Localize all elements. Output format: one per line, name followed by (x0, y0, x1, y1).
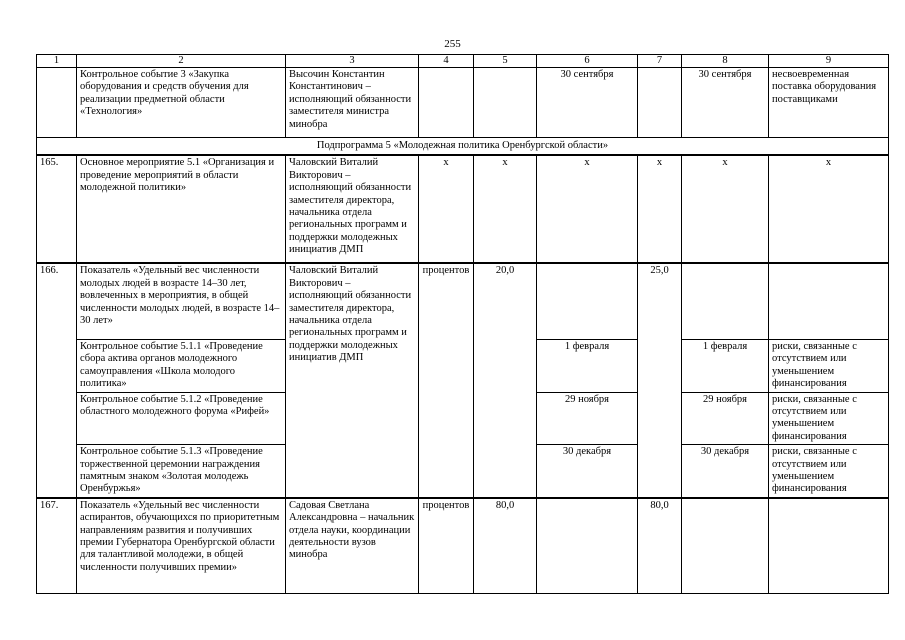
event-name: Контрольное событие 3 «Закупка оборудования и средств обучения для реализации предметной области «Технология» (77, 68, 286, 138)
base-value: 80,0 (474, 498, 537, 594)
column-number: 5 (474, 55, 537, 68)
indicator-name: Показатель «Удельный вес численности молодых людей в возрасте 14–30 лет, вовлеченных в мероприятия, в общей численности молодых людей, в возрасте 14–30 лет» (77, 263, 286, 339)
risk-description: риски, связанные с отсутствием или уменьшением финансирования (769, 392, 889, 445)
table-row-165 (37, 155, 889, 263)
column-number: 6 (537, 55, 638, 68)
column-number: 7 (638, 55, 682, 68)
row-number: 167. (37, 498, 77, 594)
column-number: 2 (77, 55, 286, 68)
subprogram-row (37, 138, 889, 156)
plan-table (36, 54, 889, 594)
date-plan: 30 сентября (537, 68, 638, 138)
cell-x: х (474, 155, 537, 263)
indicator-name: Показатель «Удельный вес численности аспирантов, обучающихся по приоритетным направлениям развития и получивших премии Губернатора Оренбургской области для талантливой молодежи, в общей численности получивших премии» (77, 498, 286, 594)
risk-description: несвоевременная поставка оборудования поставщиками (769, 68, 889, 138)
column-number: 3 (286, 55, 419, 68)
date-plan: 30 декабря (537, 445, 638, 498)
cell-x: х (682, 155, 769, 263)
column-number: 9 (769, 55, 889, 68)
responsible-person: Высочин Константин Константинович – исполняющий обязанности заместителя министра минобра (286, 68, 419, 138)
subprogram-title: Подпрограмма 5 «Молодежная политика Оренбургской области» (37, 138, 889, 156)
row-number: 166. (37, 263, 77, 497)
event-name: Контрольное событие 5.1.2 «Проведение областного молодежного форума «Рифей» (77, 392, 286, 445)
responsible-person: Садовая Светлана Александровна – начальник отдела науки, координации деятельности вузов минобра (286, 498, 419, 594)
table-row-event-3 (37, 68, 889, 138)
event-name: Контрольное событие 5.1.1 «Проведение сбора актива органов молодежного самоуправления «Школа молодого политика» (77, 339, 286, 392)
unit-cell (419, 68, 474, 138)
date-plan: 1 февраля (537, 339, 638, 392)
column-number-row (37, 55, 889, 68)
date-fact: 29 ноября (682, 392, 769, 445)
column-number: 4 (419, 55, 474, 68)
risk-description: риски, связанные с отсутствием или уменьшением финансирования (769, 339, 889, 392)
table-row-166 (37, 263, 889, 339)
base-value (474, 68, 537, 138)
risk-description: риски, связанные с отсутствием или уменьшением финансирования (769, 445, 889, 498)
date-fact-empty (682, 498, 769, 594)
risk-empty (769, 263, 889, 339)
table-row-167 (37, 498, 889, 594)
cell-x: х (638, 155, 682, 263)
unit-cell: процентов (419, 263, 474, 497)
target-value: 80,0 (638, 498, 682, 594)
column-number: 8 (682, 55, 769, 68)
column-number: 1 (37, 55, 77, 68)
activity-name: Основное мероприятие 5.1 «Организация и проведение мероприятий в области молодежной политики» (77, 155, 286, 263)
date-fact: 30 сентября (682, 68, 769, 138)
cell-x: х (769, 155, 889, 263)
date-fact: 1 февраля (682, 339, 769, 392)
page-number: 255 (444, 38, 461, 50)
date-fact-empty (682, 263, 769, 339)
row-number (37, 68, 77, 138)
date-plan-empty (537, 498, 638, 594)
responsible-person: Чаловский Виталий Викторович – исполняющий обязанности заместителя директора, начальника отдела региональных программ и поддержки молодежных инициатив ДМП (286, 263, 419, 497)
target-value: 25,0 (638, 263, 682, 497)
target-value (638, 68, 682, 138)
event-name: Контрольное событие 5.1.3 «Проведение торжественной церемонии награждения памятным знаком «Золотая молодежь Оренбуржья» (77, 445, 286, 498)
date-fact: 30 декабря (682, 445, 769, 498)
base-value: 20,0 (474, 263, 537, 497)
cell-x: х (537, 155, 638, 263)
unit-cell: процентов (419, 498, 474, 594)
date-plan-empty (537, 263, 638, 339)
risk-empty (769, 498, 889, 594)
date-plan: 29 ноября (537, 392, 638, 445)
row-number: 165. (37, 155, 77, 263)
cell-x: х (419, 155, 474, 263)
responsible-person: Чаловский Виталий Викторович – исполняющий обязанности заместителя директора, начальника отдела региональных программ и поддержки молодежных инициатив ДМП (286, 155, 419, 263)
